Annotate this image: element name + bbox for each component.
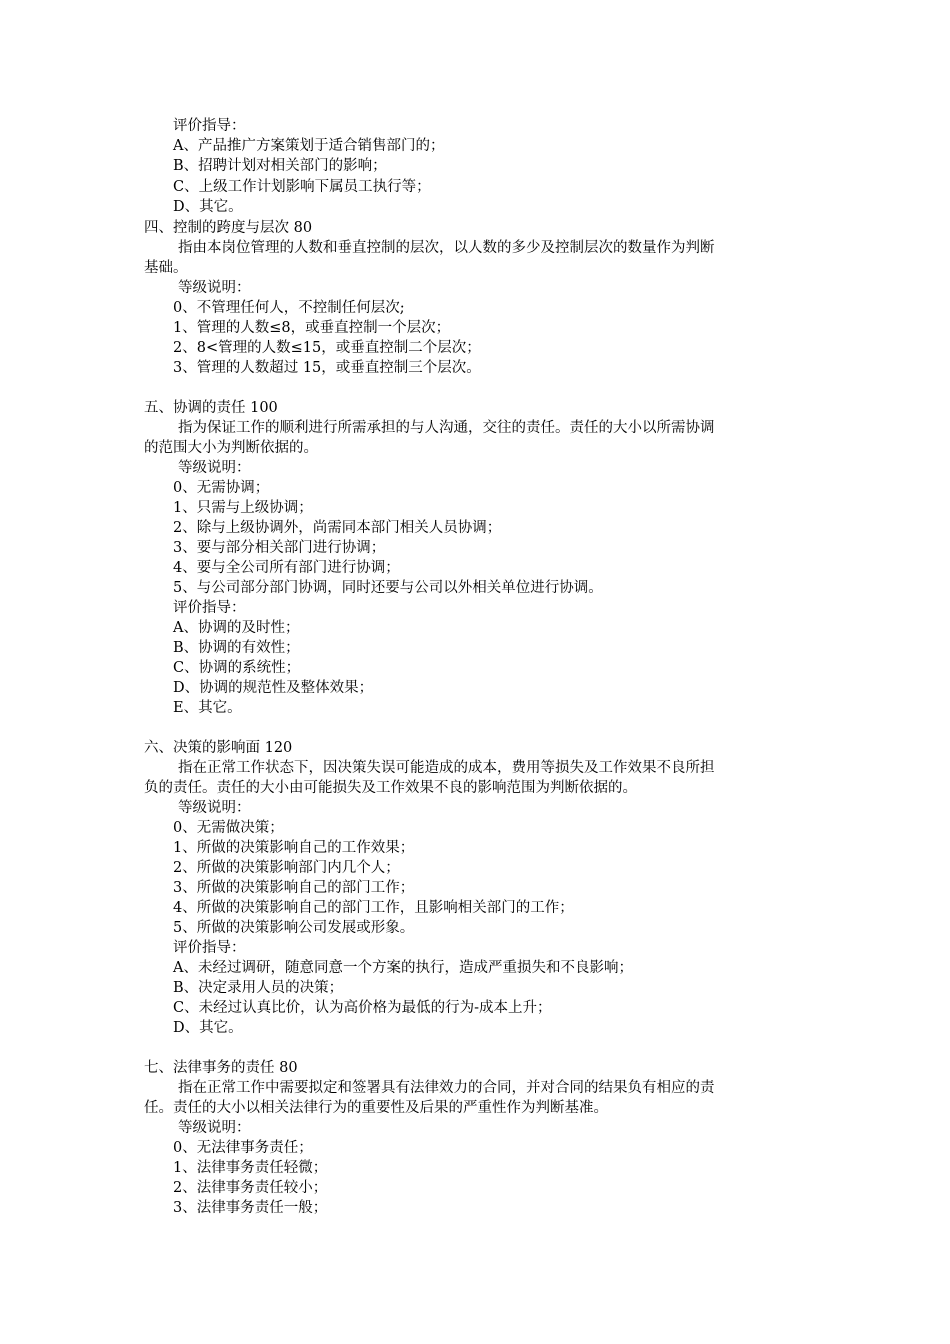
- guide-item: C、协调的系统性；: [173, 660, 301, 676]
- grade-title: 等级说明：: [178, 280, 251, 296]
- guide-item: A、产品推广方案策划于适合销售部门的；: [173, 138, 445, 154]
- grade-item: 1、管理的人数≤8，或垂直控制一个层次；: [173, 320, 451, 336]
- section-description: 任。责任的大小以相关法律行为的重要性及后果的严重性作为判断基准。: [144, 1100, 608, 1116]
- section-heading: 四、控制的跨度与层次 80: [144, 220, 313, 236]
- grade-title: 等级说明：: [178, 460, 251, 476]
- grade-item: 1、所做的决策影响自己的工作效果；: [173, 840, 415, 856]
- guide-item: B、协调的有效性；: [173, 640, 300, 656]
- section-heading: 六、决策的影响面 120: [144, 740, 293, 756]
- grade-item: 2、8<管理的人数≤15，或垂直控制二个层次；: [173, 340, 481, 356]
- section-description: 的范围大小为判断依据的。: [144, 440, 318, 456]
- section-description: 负的责任。责任的大小由可能损失及工作效果不良的影响范围为判断依据的。: [144, 780, 637, 796]
- guide-item: D、其它。: [173, 199, 243, 215]
- grade-item: 0、无法律事务责任；: [173, 1140, 313, 1156]
- grade-item: 3、要与部分相关部门进行协调；: [173, 540, 386, 556]
- section-description: 基础。: [144, 260, 188, 276]
- grade-item: 0、无需协调；: [173, 480, 270, 496]
- grade-item: 2、所做的决策影响部门内几个人；: [173, 860, 400, 876]
- guide-title: 评价指导：: [173, 600, 246, 616]
- section-heading: 七、法律事务的责任 80: [144, 1060, 298, 1076]
- guide-item: C、上级工作计划影响下属员工执行等；: [173, 179, 431, 195]
- section-heading: 五、协调的责任 100: [144, 400, 278, 416]
- grade-item: 1、只需与上级协调；: [173, 500, 313, 516]
- grade-item: 0、无需做决策；: [173, 820, 284, 836]
- guide-item: A、协调的及时性；: [173, 620, 300, 636]
- grade-item: 2、法律事务责任较小；: [173, 1180, 328, 1196]
- grade-item: 1、法律事务责任轻微；: [173, 1160, 328, 1176]
- guide-item: A、未经过调研，随意同意一个方案的执行，造成严重损失和不良影响；: [173, 960, 633, 976]
- guide-item: D、其它。: [173, 1020, 243, 1036]
- guide-title: 评价指导：: [173, 940, 246, 956]
- grade-item: 5、与公司部分部门协调，同时还要与公司以外相关单位进行协调。: [173, 580, 603, 596]
- grade-item: 2、除与上级协调外，尚需同本部门相关人员协调；: [173, 520, 502, 536]
- grade-item: 3、管理的人数超过 15，或垂直控制三个层次。: [173, 360, 481, 376]
- grade-title: 等级说明：: [178, 800, 251, 816]
- guide-item: B、决定录用人员的决策；: [173, 980, 344, 996]
- guide-title: 评价指导：: [173, 118, 246, 134]
- guide-item: D、协调的规范性及整体效果；: [173, 680, 374, 696]
- grade-item: 5、所做的决策影响公司发展或形象。: [173, 920, 415, 936]
- section-description: 指在正常工作中需要拟定和签署具有法律效力的合同，并对合同的结果负有相应的责: [178, 1080, 715, 1096]
- grade-item: 4、要与全公司所有部门进行协调；: [173, 560, 400, 576]
- grade-title: 等级说明：: [178, 1120, 251, 1136]
- grade-item: 0、不管理任何人，不控制任何层次;: [173, 300, 405, 316]
- grade-item: 3、所做的决策影响自己的部门工作；: [173, 880, 415, 896]
- grade-item: 4、所做的决策影响自己的部门工作，且影响相关部门的工作；: [173, 900, 574, 916]
- guide-item: B、招聘计划对相关部门的影响；: [173, 158, 387, 174]
- guide-item: E、其它。: [173, 700, 242, 716]
- section-description: 指由本岗位管理的人数和垂直控制的层次，以人数的多少及控制层次的数量作为判断: [178, 240, 715, 256]
- grade-item: 3、法律事务责任一般；: [173, 1200, 328, 1216]
- section-description: 指在正常工作状态下，因决策失误可能造成的成本，费用等损失及工作效果不良所担: [178, 760, 715, 776]
- section-description: 指为保证工作的顺利进行所需承担的与人沟通，交往的责任。责任的大小以所需协调: [178, 420, 715, 436]
- guide-item: C、未经过认真比价，认为高价格为最低的行为-成本上升；: [173, 1000, 552, 1016]
